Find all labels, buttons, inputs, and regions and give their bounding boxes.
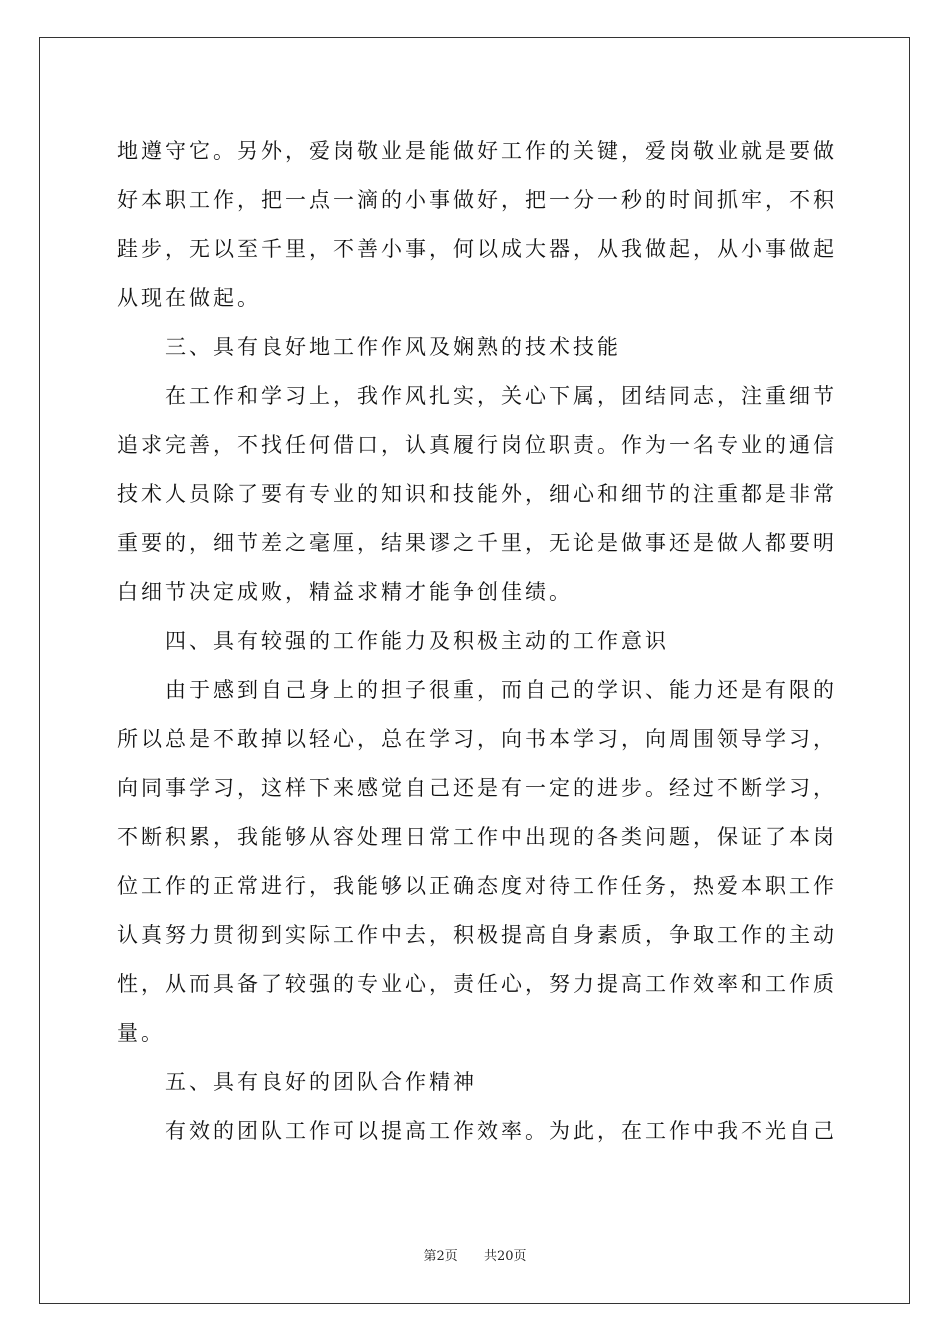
text-line: 向同事学习，这样下来感觉自己还是有一定的进步。经过不断学习， [117,776,837,800]
document-body [117,127,837,1156]
text-line: 认真努力贯彻到实际工作中去，积极提高自身素质，争取工作的主动 [117,923,837,947]
text-line: 不断积累，我能够从容处理日常工作中出现的各类问题，保证了本岗 [117,825,837,849]
page-number: 第2页 [423,1249,458,1264]
text-line: 五、具有良好的团队合作精神 [165,1070,477,1094]
text-line: 好本职工作，把一点一滴的小事做好，把一分一秒的时间抓牢，不积 [117,188,837,212]
text-line: 从现在做起。 [117,286,261,310]
text-line: 三、具有良好地工作作风及娴熟的技术技能 [165,335,621,359]
text-line: 有效的团队工作可以提高工作效率。为此，在工作中我不光自己 [165,1119,837,1143]
text-line: 性，从而具备了较强的专业心，责任心，努力提高工作效率和工作质 [117,972,837,996]
text-line: 跬步，无以至千里，不善小事，何以成大器，从我做起，从小事做起 [117,237,837,261]
text-line: 四、具有较强的工作能力及积极主动的工作意识 [165,629,669,653]
text-line: 所以总是不敢掉以轻心，总在学习，向书本学习，向周围领导学习， [117,727,837,751]
text-line: 量。 [117,1021,165,1045]
text-line: 重要的，细节差之毫厘，结果谬之千里，无论是做事还是做人都要明 [117,531,837,555]
page-total: 共20页 [484,1249,527,1264]
page-footer [0,1245,950,1264]
text-line: 追求完善，不找任何借口，认真履行岗位职责。作为一名专业的通信 [117,433,837,457]
text-line: 白细节决定成败，精益求精才能争创佳绩。 [117,580,573,604]
text-line: 地遵守它。另外，爱岗敬业是能做好工作的关键，爱岗敬业就是要做 [117,139,837,163]
text-line: 技术人员除了要有专业的知识和技能外，细心和细节的注重都是非常 [117,482,837,506]
text-line: 由于感到自己身上的担子很重，而自己的学识、能力还是有限的 [165,678,837,702]
text-line: 在工作和学习上，我作风扎实，关心下属，团结同志，注重细节 [165,384,837,408]
text-line: 位工作的正常进行，我能够以正确态度对待工作任务，热爱本职工作 [117,874,837,898]
